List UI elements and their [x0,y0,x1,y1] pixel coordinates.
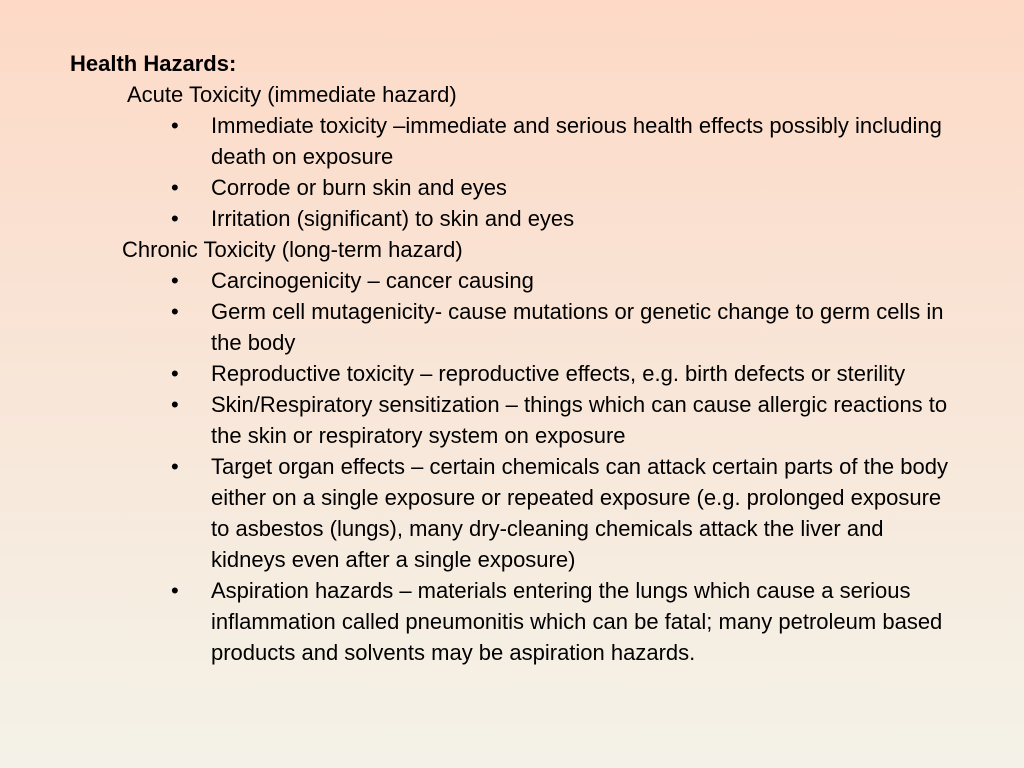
list-item-text: Irritation (significant) to skin and eyes [211,206,575,231]
bullet-icon: • [171,206,179,231]
list-item-text: Germ cell mutagenicity- cause mutations or genetic change to germ cells in the body [211,299,944,355]
list-item-text: Carcinogenicity – cancer causing [211,268,534,293]
acute-toxicity-heading: Acute Toxicity (immediate hazard) [127,82,457,107]
chronic-toxicity-list [70,265,970,668]
bullet-icon: • [171,113,179,138]
list-item [70,451,956,575]
list-item-text: Corrode or burn skin and eyes [211,175,507,200]
bullet-icon: • [171,578,179,603]
bullet-icon: • [171,454,179,479]
list-item [70,172,956,203]
list-item [70,358,956,389]
bullet-icon: • [171,268,179,293]
bullet-icon: • [171,175,179,200]
list-item [70,265,956,296]
list-item-text: Target organ effects – certain chemicals can attack certain parts of the body either on a single exposure or repeated exposure (e.g. prolonged exposure to asbestos (lungs), many dry-cleaning chemicals attack the liver and kidneys even after a single exposure) [211,454,948,572]
slide-content [70,48,970,668]
chronic-toxicity-heading: Chronic Toxicity (long-term hazard) [122,237,463,262]
list-item [70,110,956,172]
bullet-icon: • [171,299,179,324]
list-item-text: Skin/Respiratory sensitization – things which can cause allergic reactions to the skin or respiratory system on exposure [211,392,948,448]
list-item-text: Immediate toxicity –immediate and serious health effects possibly including death on exposure [211,113,942,169]
list-item [70,389,956,451]
bullet-icon: • [171,361,179,386]
acute-toxicity-list [70,110,970,234]
list-item [70,203,956,234]
slide-title: Health Hazards: [70,51,237,76]
list-item-text: Aspiration hazards – materials entering the lungs which cause a serious inflammation called pneumonitis which can be fatal; many petroleum based products and solvents may be aspiration hazards. [211,578,943,665]
list-item [70,296,956,358]
bullet-icon: • [171,392,179,417]
list-item-text: Reproductive toxicity – reproductive effects, e.g. birth defects or sterility [211,361,906,386]
list-item [70,575,956,668]
